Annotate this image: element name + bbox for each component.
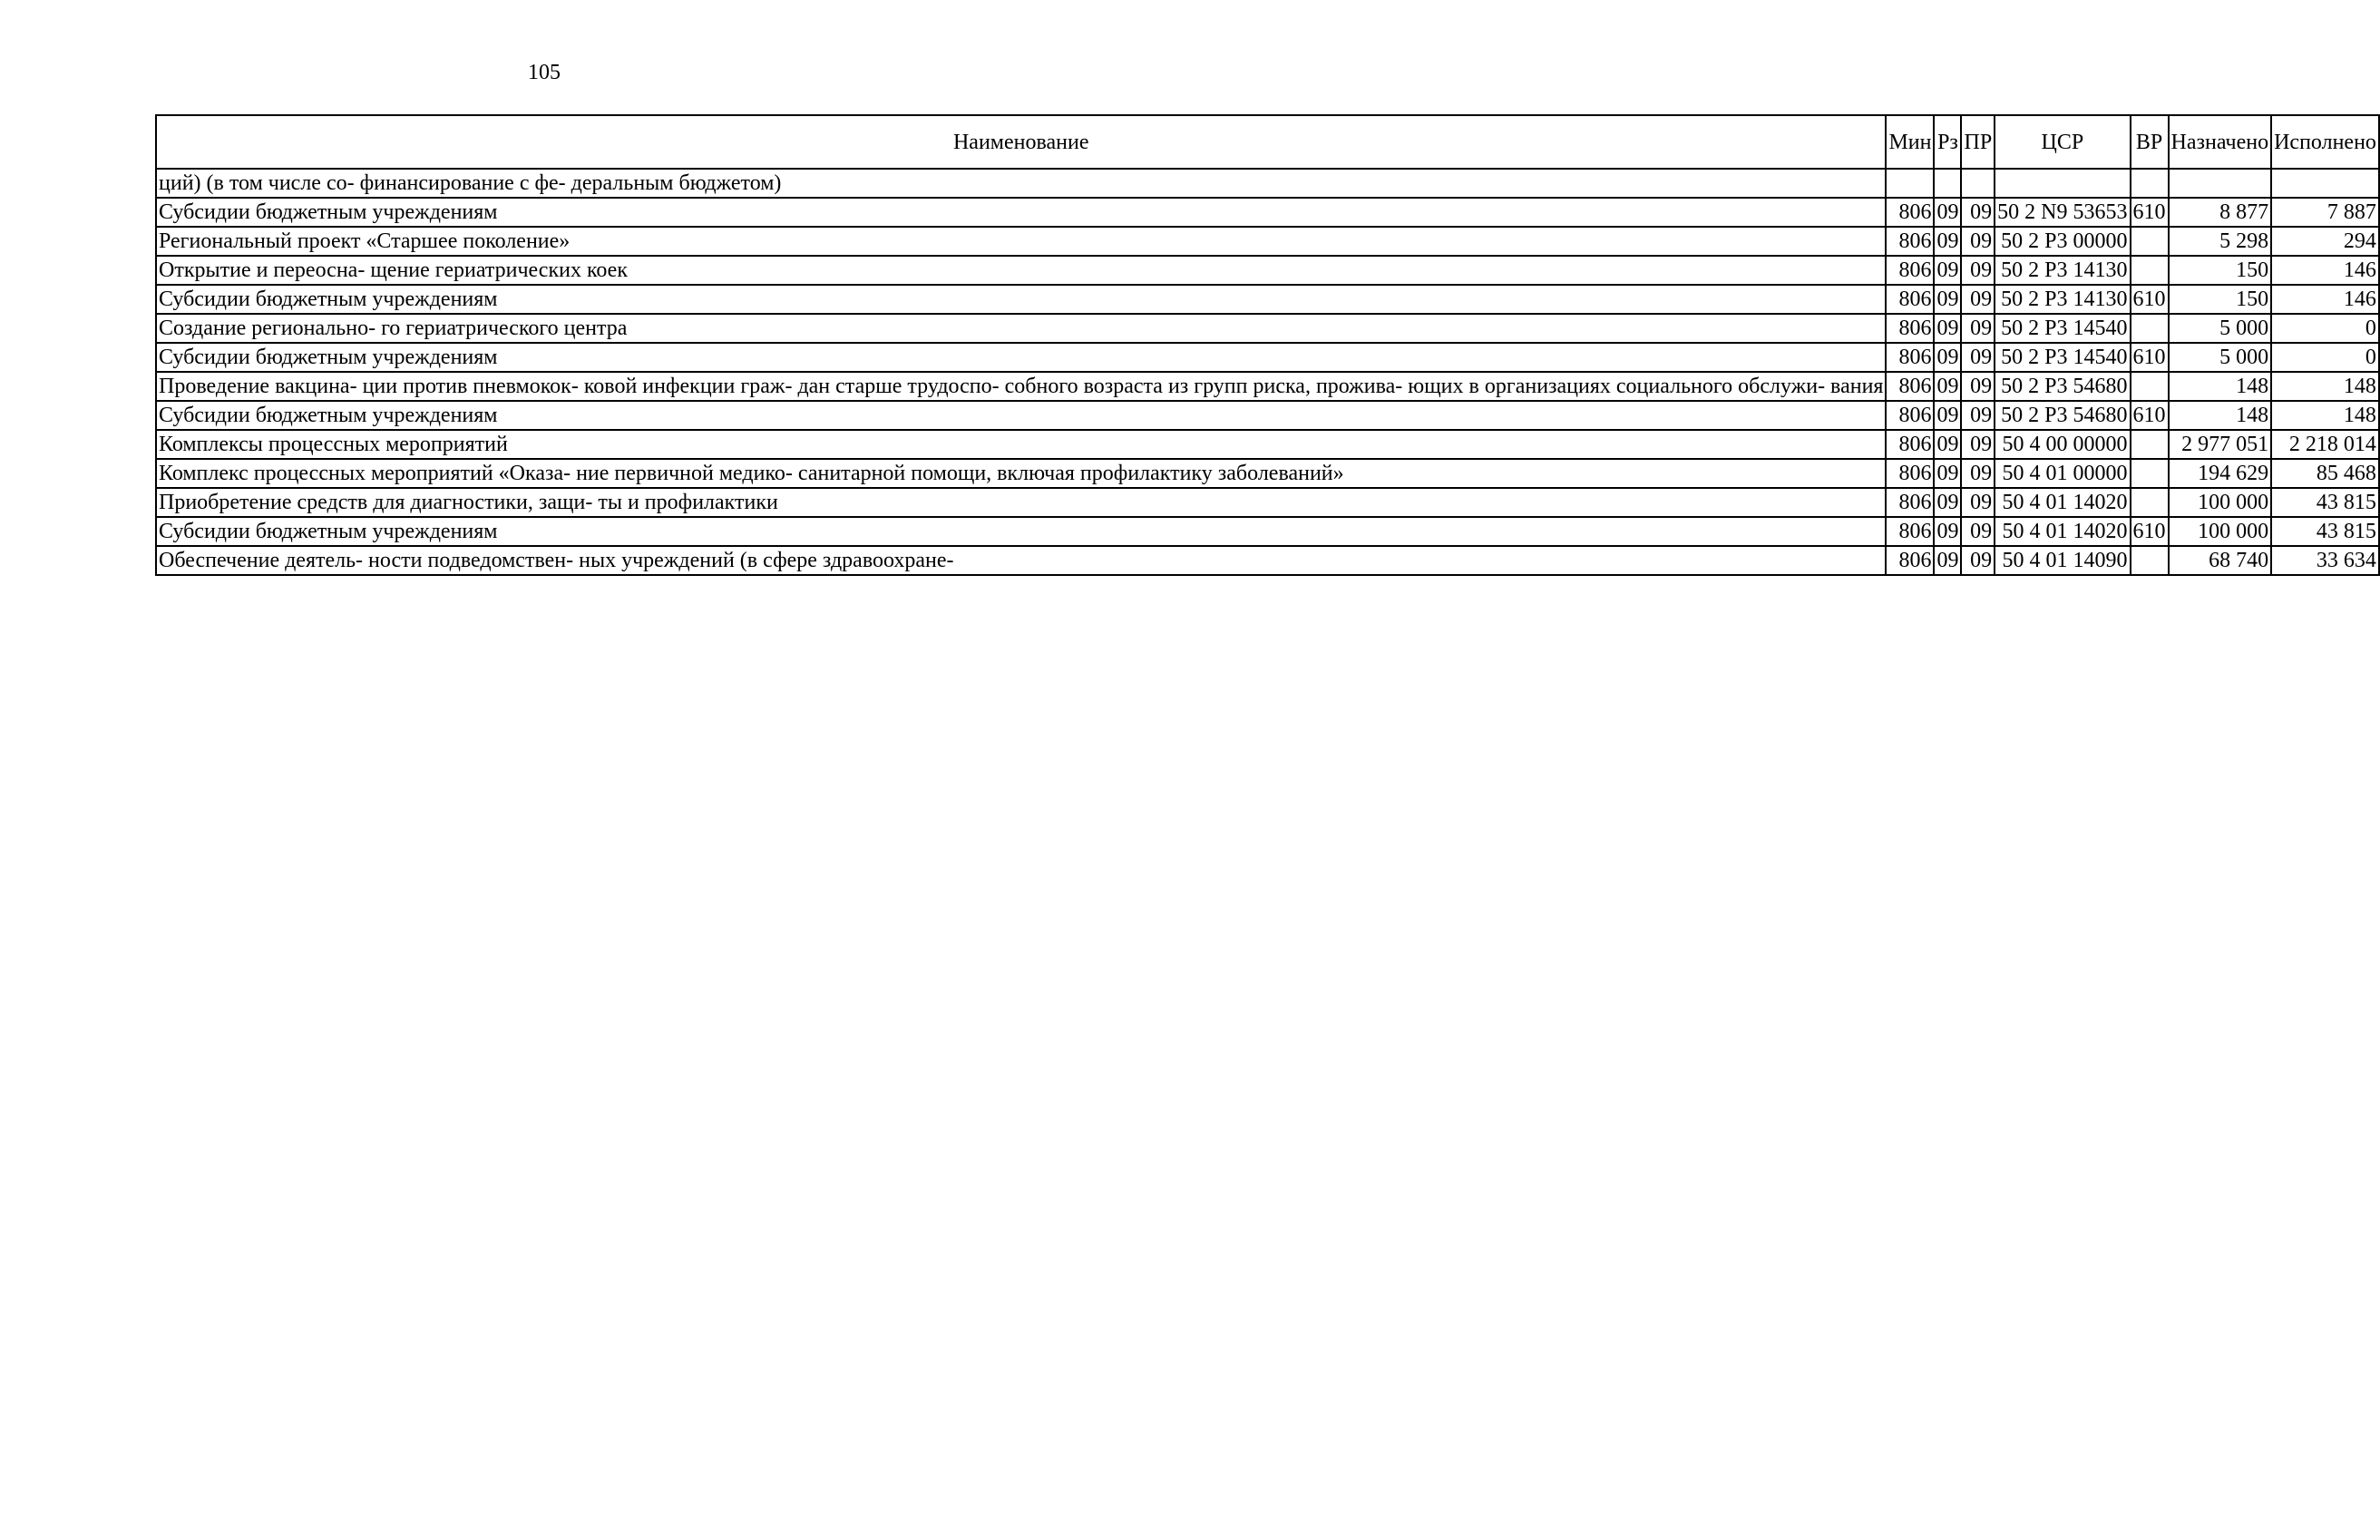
table-row (156, 517, 2379, 546)
table-row (156, 314, 2379, 343)
cell-executed: 148 (2271, 401, 2379, 430)
cell-pr: 09 (1961, 430, 1995, 459)
cell-assigned: 100 000 (2169, 488, 2272, 517)
cell-csr: 50 4 01 14090 (1995, 546, 2130, 575)
cell-pr: 09 (1961, 517, 1995, 546)
header-vr: ВР (2131, 115, 2169, 169)
cell-min: 806 (1886, 198, 1934, 227)
cell-vr: 610 (2131, 198, 2169, 227)
cell-name: Создание регионально- го гериатрического центра (156, 314, 1886, 343)
cell-name: Проведение вакцина- ции против пневмокок- ковой инфекции граж- дан старше трудоспо- собного возраста из групп риска, прожива- ющих в организациях социального обслужи- вания (156, 372, 1886, 401)
cell-csr: 50 2 P3 14130 (1995, 256, 2130, 285)
cell-assigned: 148 (2169, 372, 2272, 401)
cell-rz: 09 (1934, 285, 1961, 314)
cell-min: 806 (1886, 517, 1934, 546)
table-row (156, 459, 2379, 488)
cell-csr: 50 2 P3 54680 (1995, 372, 2130, 401)
cell-csr: 50 2 P3 14130 (1995, 285, 2130, 314)
cell-min: 806 (1886, 285, 1934, 314)
cell-rz: 09 (1934, 314, 1961, 343)
header-min: Мин (1886, 115, 1934, 169)
cell-assigned: 150 (2169, 256, 2272, 285)
header-assigned: Назначено (2169, 115, 2272, 169)
cell-executed: 294 (2271, 227, 2379, 256)
cell-assigned: 150 (2169, 285, 2272, 314)
cell-csr: 50 2 P3 14540 (1995, 314, 2130, 343)
cell-rz: 09 (1934, 256, 1961, 285)
header-executed: Исполнено (2271, 115, 2379, 169)
table-row (156, 256, 2379, 285)
cell-pr: 09 (1961, 343, 1995, 372)
cell-executed: 85 468 (2271, 459, 2379, 488)
cell-pr: 09 (1961, 372, 1995, 401)
cell-executed: 33 634 (2271, 546, 2379, 575)
budget-table (155, 114, 2380, 576)
cell-assigned: 8 877 (2169, 198, 2272, 227)
cell-name: Комплекс процессных мероприятий «Оказа- ние первичной медико- санитарной помощи, включая профилактику заболеваний» (156, 459, 1886, 488)
cell-assigned (2169, 169, 2272, 198)
cell-csr: 50 2 N9 53653 (1995, 198, 2130, 227)
cell-pr: 09 (1961, 401, 1995, 430)
cell-csr: 50 4 01 14020 (1995, 517, 2130, 546)
cell-csr: 50 4 00 00000 (1995, 430, 2130, 459)
cell-min: 806 (1886, 256, 1934, 285)
cell-executed: 0 (2271, 343, 2379, 372)
header-row (156, 115, 2379, 169)
cell-vr (2131, 430, 2169, 459)
cell-rz: 09 (1934, 546, 1961, 575)
cell-csr: 50 4 01 00000 (1995, 459, 2130, 488)
cell-min: 806 (1886, 227, 1934, 256)
cell-name: Субсидии бюджетным учреждениям (156, 285, 1886, 314)
cell-rz: 09 (1934, 488, 1961, 517)
cell-csr: 50 4 01 14020 (1995, 488, 2130, 517)
cell-rz: 09 (1934, 459, 1961, 488)
cell-executed: 146 (2271, 285, 2379, 314)
table-row (156, 169, 2379, 198)
cell-min (1886, 169, 1934, 198)
cell-pr: 09 (1961, 546, 1995, 575)
cell-vr (2131, 488, 2169, 517)
cell-assigned: 68 740 (2169, 546, 2272, 575)
cell-pr (1961, 169, 1995, 198)
cell-assigned: 5 000 (2169, 343, 2272, 372)
cell-min: 806 (1886, 343, 1934, 372)
cell-vr: 610 (2131, 285, 2169, 314)
cell-name: Субсидии бюджетным учреждениям (156, 198, 1886, 227)
cell-vr: 610 (2131, 401, 2169, 430)
cell-min: 806 (1886, 314, 1934, 343)
cell-rz: 09 (1934, 198, 1961, 227)
cell-assigned: 148 (2169, 401, 2272, 430)
cell-vr (2131, 314, 2169, 343)
cell-pr: 09 (1961, 256, 1995, 285)
cell-executed: 0 (2271, 314, 2379, 343)
cell-rz: 09 (1934, 227, 1961, 256)
cell-rz (1934, 169, 1961, 198)
cell-vr: 610 (2131, 517, 2169, 546)
cell-executed (2271, 169, 2379, 198)
cell-executed: 43 815 (2271, 517, 2379, 546)
cell-pr: 09 (1961, 488, 1995, 517)
cell-vr (2131, 546, 2169, 575)
cell-assigned: 2 977 051 (2169, 430, 2272, 459)
header-csr: ЦСР (1995, 115, 2130, 169)
cell-name: Субсидии бюджетным учреждениям (156, 401, 1886, 430)
cell-rz: 09 (1934, 372, 1961, 401)
cell-executed: 2 218 014 (2271, 430, 2379, 459)
cell-pr: 09 (1961, 227, 1995, 256)
cell-min: 806 (1886, 401, 1934, 430)
cell-csr (1995, 169, 2130, 198)
cell-executed: 146 (2271, 256, 2379, 285)
table-row (156, 488, 2379, 517)
cell-min: 806 (1886, 372, 1934, 401)
cell-pr: 09 (1961, 198, 1995, 227)
table-row (156, 401, 2379, 430)
table-row (156, 430, 2379, 459)
page-number: 105 (528, 61, 561, 84)
cell-pr: 09 (1961, 459, 1995, 488)
cell-pr: 09 (1961, 314, 1995, 343)
cell-rz: 09 (1934, 343, 1961, 372)
cell-assigned: 5 000 (2169, 314, 2272, 343)
table-row (156, 227, 2379, 256)
cell-vr (2131, 227, 2169, 256)
cell-name: Приобретение средств для диагностики, защи- ты и профилактики (156, 488, 1886, 517)
cell-name: Субсидии бюджетным учреждениям (156, 517, 1886, 546)
cell-vr (2131, 169, 2169, 198)
cell-name: Комплексы процессных мероприятий (156, 430, 1886, 459)
cell-rz: 09 (1934, 517, 1961, 546)
header-pr: ПР (1961, 115, 1995, 169)
header-rz: Рз (1934, 115, 1961, 169)
header-name: Наименование (156, 115, 1886, 169)
table-row (156, 198, 2379, 227)
cell-min: 806 (1886, 459, 1934, 488)
cell-assigned: 100 000 (2169, 517, 2272, 546)
cell-executed: 148 (2271, 372, 2379, 401)
cell-assigned: 194 629 (2169, 459, 2272, 488)
cell-vr: 610 (2131, 343, 2169, 372)
cell-name: ций) (в том числе со- финансирование с фе- деральным бюджетом) (156, 169, 1886, 198)
cell-csr: 50 2 P3 00000 (1995, 227, 2130, 256)
cell-min: 806 (1886, 488, 1934, 517)
cell-pr: 09 (1961, 285, 1995, 314)
cell-min: 806 (1886, 546, 1934, 575)
cell-name: Открытие и переосна- щение гериатрических коек (156, 256, 1886, 285)
cell-rz: 09 (1934, 430, 1961, 459)
cell-name: Обеспечение деятель- ности подведомствен- ных учреждений (в сфере здравоохране- (156, 546, 1886, 575)
cell-executed: 7 887 (2271, 198, 2379, 227)
table-body (156, 169, 2379, 575)
cell-vr (2131, 256, 2169, 285)
cell-min: 806 (1886, 430, 1934, 459)
cell-executed: 43 815 (2271, 488, 2379, 517)
table-row (156, 372, 2379, 401)
table-row (156, 343, 2379, 372)
cell-vr (2131, 459, 2169, 488)
cell-rz: 09 (1934, 401, 1961, 430)
cell-assigned: 5 298 (2169, 227, 2272, 256)
table-header (156, 115, 2379, 169)
cell-csr: 50 2 P3 14540 (1995, 343, 2130, 372)
cell-name: Субсидии бюджетным учреждениям (156, 343, 1886, 372)
cell-csr: 50 2 P3 54680 (1995, 401, 2130, 430)
table-row (156, 285, 2379, 314)
table-row (156, 546, 2379, 575)
cell-name: Региональный проект «Старшее поколение» (156, 227, 1886, 256)
cell-vr (2131, 372, 2169, 401)
